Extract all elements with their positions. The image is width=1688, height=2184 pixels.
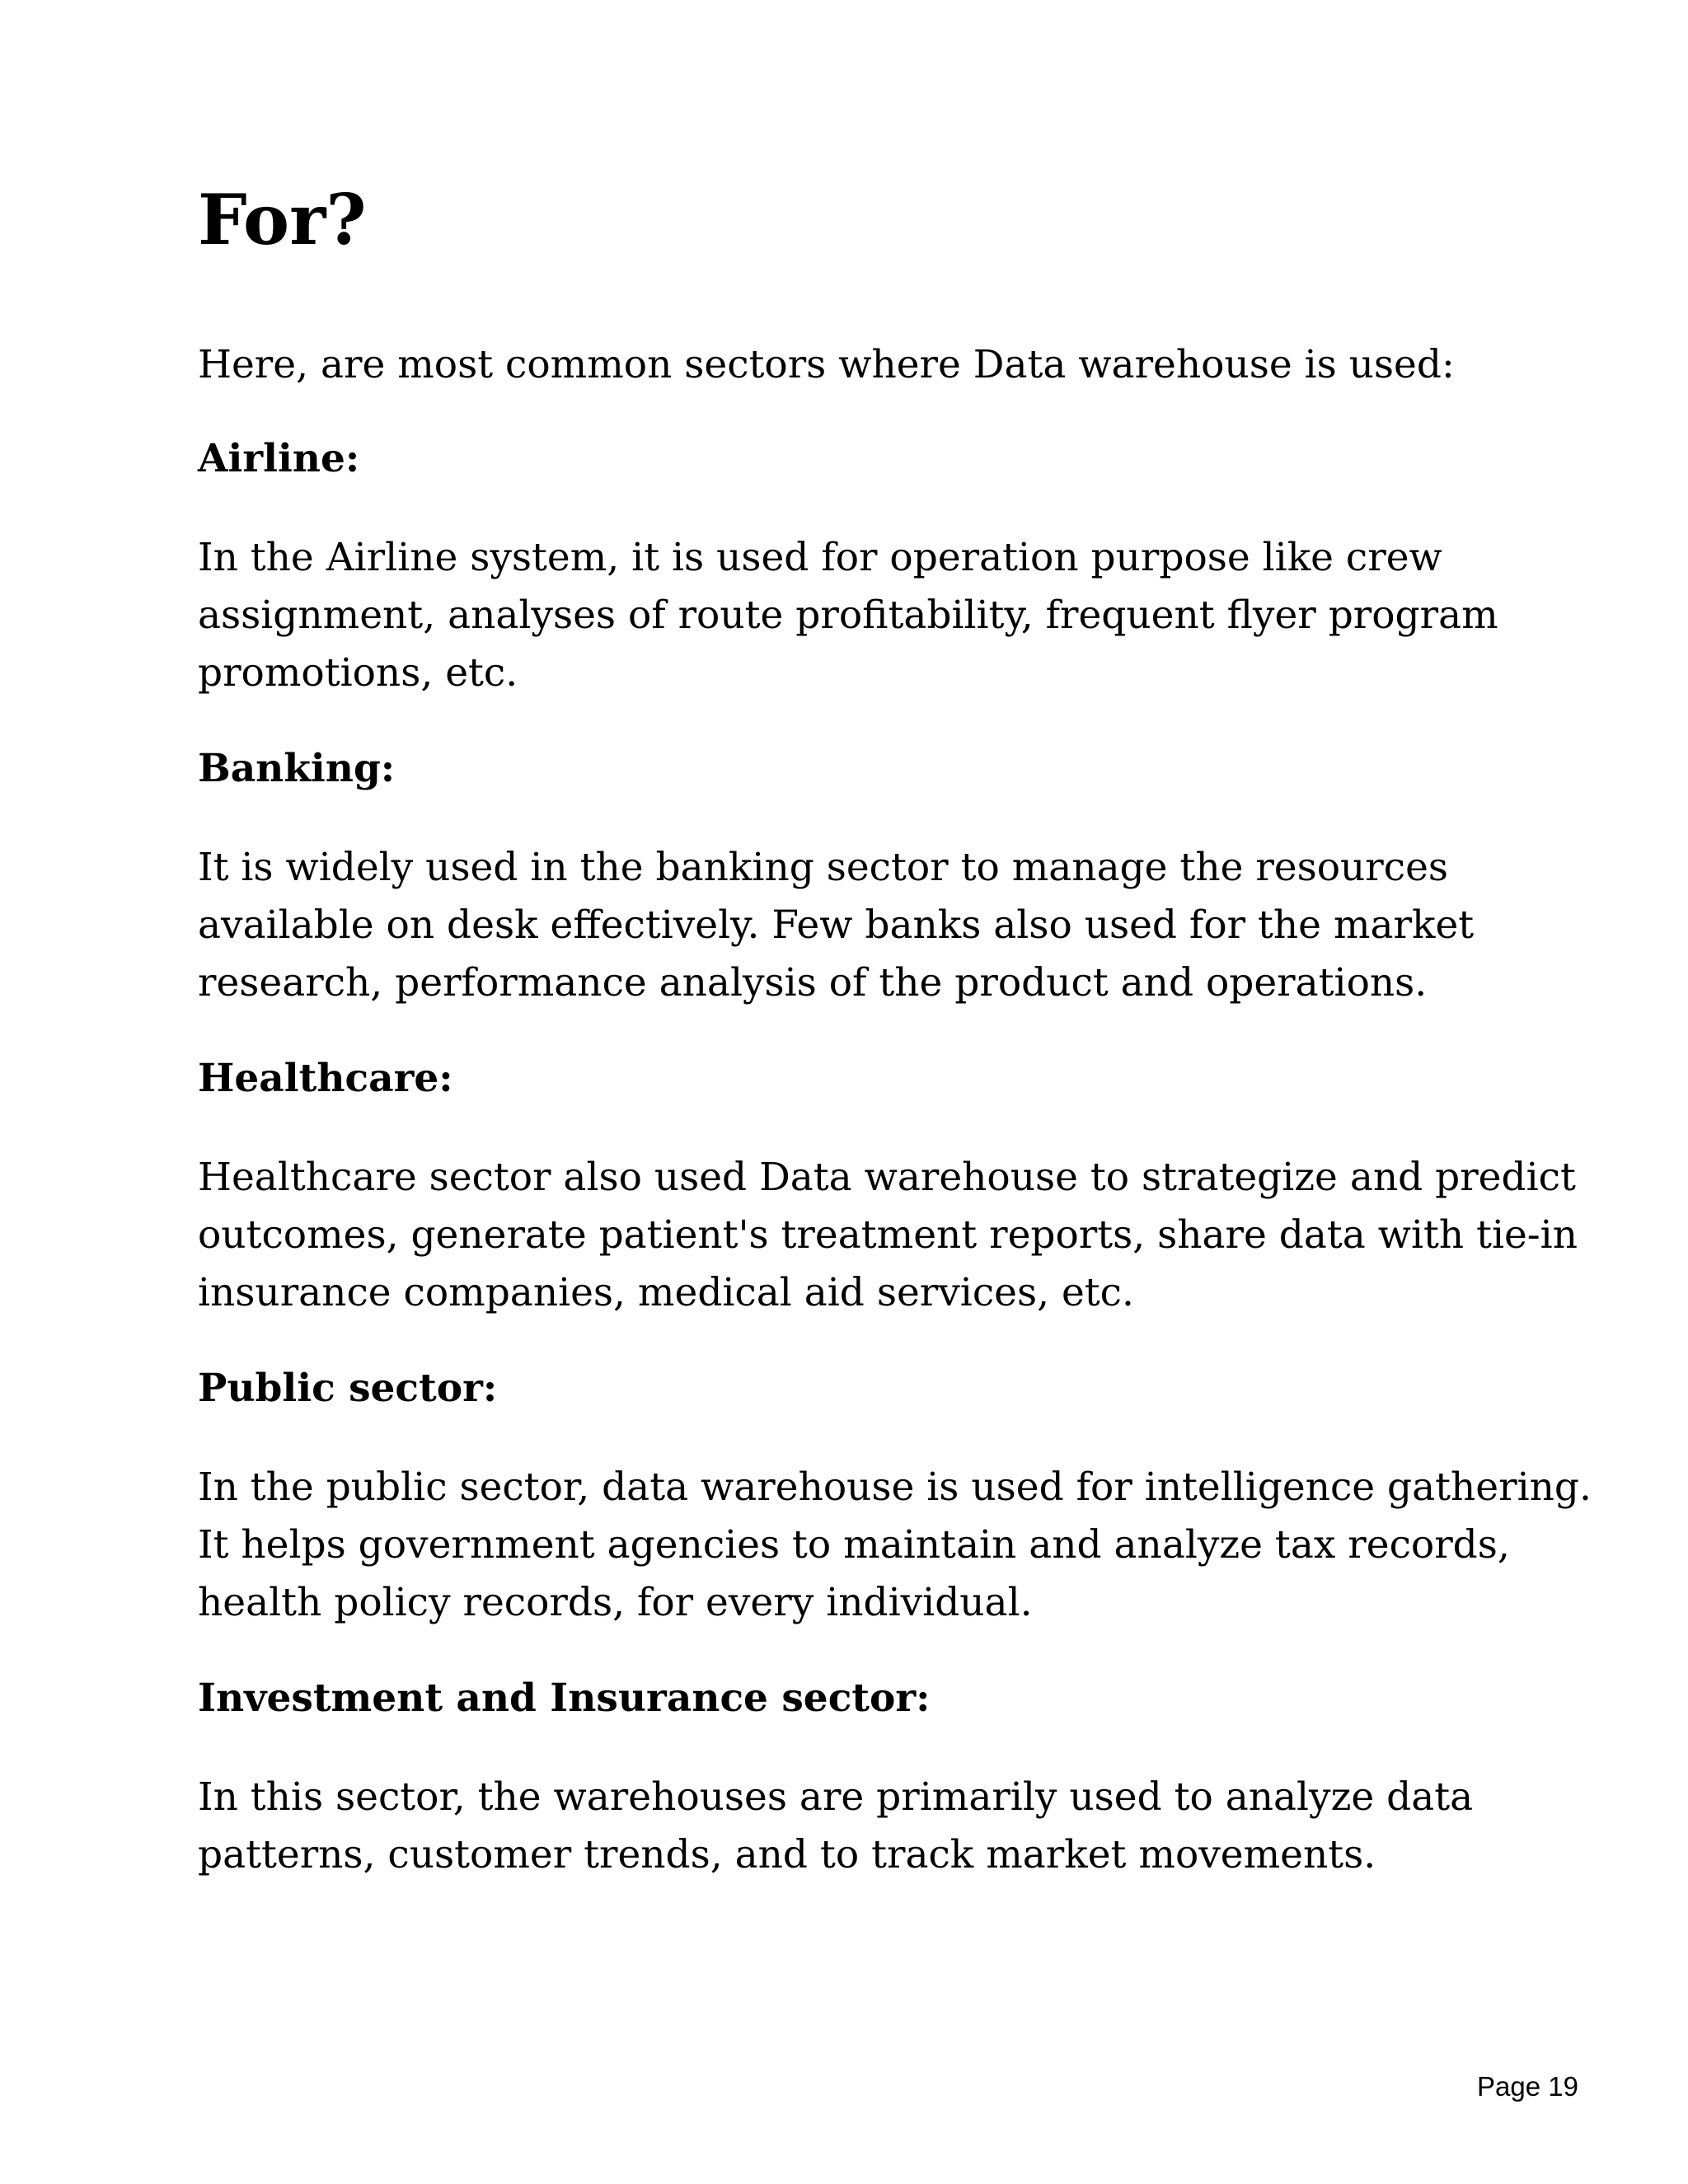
section-heading-airline: Airline: [198,436,360,481]
body-line: promotions, etc. [198,650,518,696]
body-line: outcomes, generate patient's treatment reports, share data with tie-in [198,1212,1578,1258]
body-line: health policy records, for every individual. [198,1580,1033,1625]
body-line: In the public sector, data warehouse is used for intelligence gathering. [198,1465,1592,1510]
page-title: For? [198,179,367,260]
body-line: insurance companies, medical aid services, etc. [198,1270,1134,1315]
section-body-public-sector [198,1459,1592,1632]
body-line: In the Airline system, it is used for operation purpose like crew [198,535,1442,580]
page-number: Page 19 [1477,2071,1578,2102]
section-body-investment-insurance [198,1769,1517,1884]
section-heading-banking: Banking: [198,746,396,791]
body-line: Healthcare sector also used Data warehouse to strategize and predict [198,1155,1576,1200]
body-line: It is widely used in the banking sector to manage the resources [198,845,1449,890]
section-heading-healthcare: Healthcare: [198,1056,453,1101]
body-line: research, performance analysis of the product and operations. [198,960,1428,1005]
body-line: patterns, customer trends, and to track market movements. [198,1832,1376,1877]
body-line: available on desk effectively. Few banks also used for the market [198,902,1475,948]
body-line: It helps government agencies to maintain and analyze tax records, [198,1522,1510,1568]
body-line: In this sector, the warehouses are primarily used to analyze data [198,1774,1474,1820]
section-body-airline [198,529,1517,702]
section-heading-investment-insurance: Investment and Insurance sector: [198,1675,931,1721]
section-body-banking [198,839,1517,1012]
section-body-healthcare [198,1149,1578,1322]
intro-paragraph: Here, are most common sectors where Data warehouse is used: [198,342,1455,387]
section-heading-public-sector: Public sector: [198,1366,498,1411]
body-line: assignment, analyses of route profitability, frequent flyer program [198,593,1498,638]
